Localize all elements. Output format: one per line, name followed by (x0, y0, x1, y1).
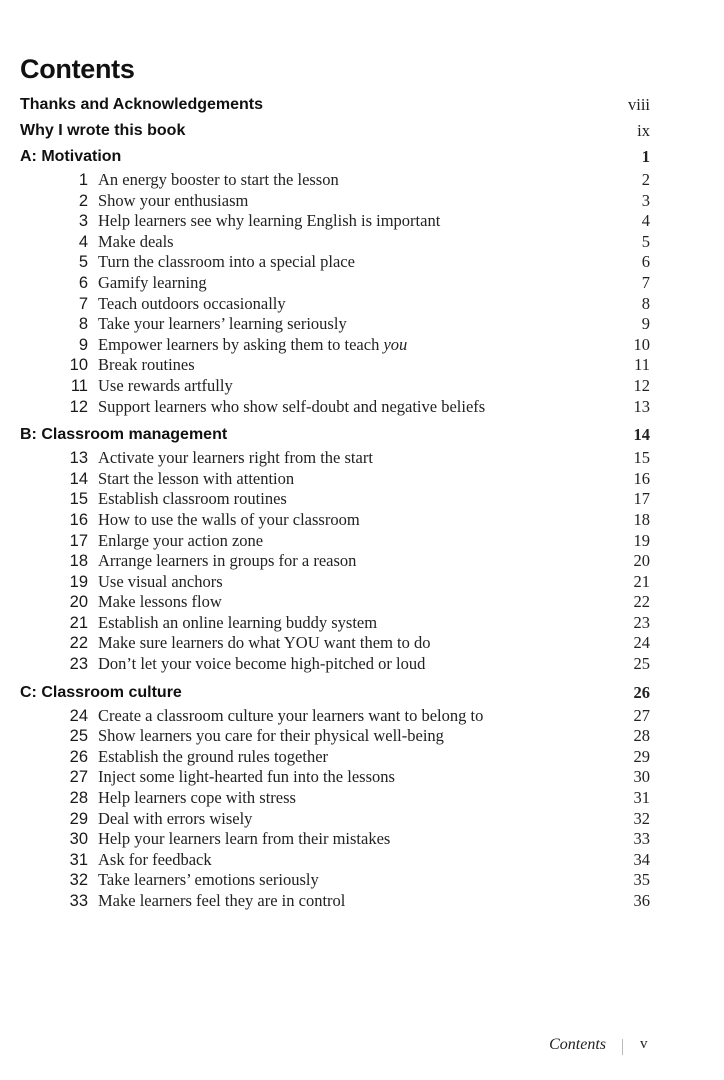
toc-entry-title-text: Establish classroom routines (98, 489, 287, 509)
toc-entry-page: 16 (633, 468, 650, 488)
toc-section-page: 26 (633, 682, 650, 702)
toc-entry[interactable] (0, 335, 724, 356)
toc-entry-number: 21 (69, 613, 88, 632)
toc-entry-page: 35 (633, 870, 650, 890)
toc-entry-title (98, 191, 248, 212)
running-footer-label: Contents (549, 1036, 606, 1053)
toc-entry-acknowledgements[interactable] (0, 92, 724, 118)
toc-entry-title-text: Teach outdoors occasionally (98, 293, 286, 313)
toc-entry-title (98, 788, 296, 809)
toc-entry-title (98, 767, 395, 788)
toc-entry-title-text: Don’t let your voice become high-pitched or loud (98, 654, 426, 674)
toc-entry-title (98, 294, 286, 315)
toc-entry-number: 12 (69, 397, 88, 416)
toc-entry-number: 16 (69, 510, 88, 529)
toc-entry-title (98, 273, 207, 294)
toc-entry-page: 2 (641, 170, 650, 189)
toc-entry-title (98, 592, 222, 613)
toc-entry-title (98, 232, 174, 253)
toc-entry[interactable] (0, 870, 724, 891)
toc-entry-title (98, 613, 377, 634)
toc-section-label: A: Motivation (20, 148, 122, 165)
toc-entry-title (98, 448, 373, 469)
toc-entry[interactable] (0, 294, 724, 315)
toc-entry-page: 3 (641, 190, 650, 210)
toc-entry[interactable] (0, 592, 724, 613)
toc-entry-number: 22 (69, 634, 88, 653)
toc-entry-page: 25 (633, 654, 650, 674)
toc-entry-number: 33 (69, 892, 88, 910)
toc-entry-number: 3 (78, 212, 88, 231)
toc-entry-page: 31 (633, 788, 650, 808)
toc-entry-title (98, 726, 444, 747)
toc-entry-page: 10 (633, 334, 650, 354)
toc-section-page: 14 (633, 425, 650, 445)
toc-entry-title (98, 829, 390, 850)
toc-entry-number: 1 (78, 171, 88, 189)
toc-entry-title-text: Gamify learning (98, 272, 207, 292)
toc-entry[interactable] (0, 891, 724, 912)
toc-entry[interactable] (0, 314, 724, 335)
toc-entry-page: 24 (633, 633, 650, 653)
toc-entry-title (98, 252, 355, 273)
toc-entry[interactable] (0, 510, 724, 531)
toc-entry-title (98, 531, 263, 552)
toc-entry-number: 32 (69, 871, 88, 890)
toc-entry-title-text: Make sure learners do what YOU want them to do (98, 633, 431, 653)
toc-entry-number: 4 (78, 232, 88, 251)
toc-entry[interactable] (0, 767, 724, 788)
toc-entry-title-text: Break routines (98, 355, 195, 375)
toc-entry[interactable] (0, 397, 724, 418)
toc-entry-page: 8 (641, 293, 650, 313)
toc-entry-title (98, 335, 407, 356)
toc-entry-title-text: Activate your learners right from the start (98, 448, 373, 468)
toc-entry-title-text: An energy booster to start the lesson (98, 170, 339, 189)
toc-entry-title-emphasis: you (383, 334, 408, 354)
toc-entry-title (98, 469, 294, 490)
toc-entry-title-text: Inject some light-hearted fun into the lessons (98, 767, 395, 787)
toc-entry-title-text: Take learners’ emotions seriously (98, 870, 319, 890)
toc-entry-page: 7 (641, 272, 650, 292)
toc-entry[interactable] (0, 489, 724, 510)
toc-entry-title-text: Enlarge your action zone (98, 530, 264, 550)
toc-entry-page: viii (627, 95, 650, 114)
toc-entry-title (98, 551, 356, 572)
toc-entry-number: 14 (69, 469, 88, 488)
toc-entry-page: 28 (633, 726, 650, 746)
toc-entry-title (98, 397, 485, 418)
toc-entry-title-text: Establish an online learning buddy system (98, 612, 378, 632)
toc-section-b[interactable] (0, 422, 724, 448)
toc-entry-title (98, 376, 233, 397)
toc-entry-label: Thanks and Acknowledgements (20, 96, 264, 113)
toc-entry-page: 12 (633, 375, 650, 395)
toc-entry-page: 30 (633, 767, 650, 787)
toc-entry-number: 5 (78, 253, 88, 272)
toc-entry-page: 29 (633, 746, 650, 766)
toc-entry-number: 30 (69, 830, 88, 849)
toc-entry-title (98, 850, 212, 871)
toc-entry-title-text: Deal with errors wisely (98, 808, 253, 828)
toc-entry-title-text: Use visual anchors (98, 571, 223, 591)
footer-divider (622, 1039, 623, 1055)
toc-section-c-items (0, 706, 724, 912)
toc-entry[interactable] (0, 850, 724, 871)
toc-section-a-items (0, 170, 724, 417)
toc-entry-title-text: Ask for feedback (98, 849, 212, 869)
toc-entry-number: 15 (69, 490, 88, 509)
toc-entry[interactable] (0, 551, 724, 572)
toc-entry-title-text: Support learners who show self-doubt and negative beliefs (98, 396, 486, 416)
toc-entry[interactable] (0, 829, 724, 850)
toc-entry[interactable] (0, 572, 724, 593)
toc-entry-number: 18 (69, 552, 88, 571)
toc-entry-title-text: Arrange learners in groups for a reason (98, 551, 357, 571)
toc-entry[interactable] (0, 747, 724, 768)
toc-section-c[interactable] (0, 680, 724, 706)
table-of-contents (0, 92, 724, 912)
toc-entry[interactable] (0, 706, 724, 727)
toc-entry-title-text: Turn the classroom into a special place (98, 252, 355, 272)
toc-entry[interactable] (0, 252, 724, 273)
page-title: Contents (20, 54, 135, 84)
toc-entry-page: 34 (633, 849, 650, 869)
toc-entry-number: 19 (69, 572, 88, 591)
toc-entry-page: 4 (641, 211, 650, 231)
toc-entry-title-text: How to use the walls of your classroom (98, 509, 360, 529)
toc-entry[interactable] (0, 469, 724, 490)
toc-entry-title-text: Make lessons flow (98, 592, 222, 612)
toc-entry-title-text: Show learners you care for their physical well-being (98, 726, 444, 746)
toc-entry-page: 33 (633, 829, 650, 849)
toc-entry-page: 19 (633, 530, 650, 550)
toc-entry-number: 31 (69, 850, 88, 869)
toc-entry-title (98, 489, 287, 510)
toc-entry-title-text: Help your learners learn from their mistakes (98, 829, 391, 849)
toc-entry[interactable] (0, 654, 724, 675)
toc-entry-why-i-wrote[interactable] (0, 118, 724, 144)
toc-entry-number: 24 (69, 706, 88, 725)
toc-entry[interactable] (0, 448, 724, 469)
toc-entry[interactable] (0, 788, 724, 809)
toc-entry-number: 10 (69, 356, 88, 375)
toc-entry[interactable] (0, 376, 724, 397)
toc-entry-number: 7 (78, 294, 88, 313)
toc-entry-page: 23 (633, 612, 650, 632)
toc-entry-title (98, 706, 483, 727)
toc-entry-page: 36 (633, 891, 650, 910)
toc-entry-number: 29 (69, 809, 88, 828)
toc-entry-number: 25 (69, 727, 88, 746)
toc-entry-page: 32 (633, 808, 650, 828)
toc-entry-title-text: Take your learners’ learning seriously (98, 314, 347, 334)
toc-entry-title-text: Help learners see why learning English is important (98, 211, 441, 231)
toc-entry-title (98, 747, 328, 768)
toc-entry-number: 17 (69, 531, 88, 550)
toc-entry[interactable] (0, 633, 724, 654)
toc-entry-title (98, 809, 252, 830)
toc-entry-title-text: Make learners feel they are in control (98, 891, 346, 910)
toc-entry[interactable] (0, 211, 724, 232)
page-number: v (640, 1036, 648, 1052)
toc-entry-number: 20 (69, 593, 88, 612)
toc-entry-page: 15 (633, 448, 650, 468)
toc-section-label: B: Classroom management (20, 426, 228, 444)
toc-entry-title-text: Establish the ground rules together (98, 746, 329, 766)
toc-entry-title-text: Use rewards artfully (98, 375, 233, 395)
toc-section-b-items (0, 448, 724, 675)
toc-entry-page: 9 (641, 314, 650, 334)
toc-entry-number: 23 (69, 655, 88, 674)
toc-entry-number: 11 (70, 376, 88, 395)
toc-entry-title-text: Empower learners by asking them to teach (98, 334, 384, 354)
toc-entry-page: ix (637, 121, 650, 140)
toc-entry[interactable] (0, 809, 724, 830)
toc-entry-number: 8 (78, 315, 88, 334)
toc-entry-label: Why I wrote this book (20, 122, 186, 139)
toc-entry[interactable] (0, 613, 724, 634)
toc-entry-page: 11 (634, 355, 650, 375)
toc-entry[interactable] (0, 531, 724, 552)
toc-entry-number: 26 (69, 747, 88, 766)
toc-entry-title (98, 211, 440, 232)
toc-section-label: C: Classroom culture (20, 683, 182, 701)
toc-entry-title-text: Show your enthusiasm (98, 190, 249, 210)
toc-entry-title (98, 891, 345, 912)
toc-entry-page: 17 (633, 489, 650, 509)
toc-entry-page: 13 (633, 396, 650, 416)
toc-entry-title (98, 314, 347, 335)
toc-entry-number: 13 (69, 449, 88, 468)
toc-entry[interactable] (0, 191, 724, 212)
toc-entry-title (98, 510, 360, 531)
page-footer (0, 1036, 724, 1060)
toc-entry-number: 9 (78, 335, 88, 354)
toc-entry-title (98, 355, 195, 376)
toc-entry-title (98, 633, 431, 654)
toc-entry-title-text: Create a classroom culture your learners want to belong to (98, 705, 484, 725)
toc-entry-title (98, 654, 425, 675)
toc-entry-number: 2 (78, 191, 88, 210)
toc-entry-title-text: Make deals (98, 231, 174, 251)
toc-entry[interactable] (0, 355, 724, 376)
toc-entry-title (98, 870, 319, 891)
toc-entry-title (98, 572, 223, 593)
toc-entry[interactable] (0, 232, 724, 253)
toc-entry-title-text: Help learners cope with stress (98, 788, 296, 808)
toc-section-a[interactable] (0, 144, 724, 170)
toc-entry-page: 21 (633, 571, 650, 591)
toc-entry-title (98, 170, 339, 191)
toc-entry-page: 18 (633, 509, 650, 529)
toc-entry-page: 5 (641, 231, 650, 251)
toc-entry-page: 20 (633, 551, 650, 571)
toc-entry[interactable] (0, 170, 724, 191)
toc-entry[interactable] (0, 726, 724, 747)
toc-entry-title-text: Start the lesson with attention (98, 468, 295, 488)
toc-entry-page: 27 (633, 705, 650, 725)
toc-entry-number: 28 (69, 789, 88, 808)
toc-entry-page: 22 (633, 592, 650, 612)
toc-entry-page: 6 (641, 252, 650, 272)
toc-entry-number: 27 (69, 768, 88, 787)
toc-section-page: 1 (641, 147, 650, 166)
toc-entry-number: 6 (78, 273, 88, 292)
toc-entry[interactable] (0, 273, 724, 294)
